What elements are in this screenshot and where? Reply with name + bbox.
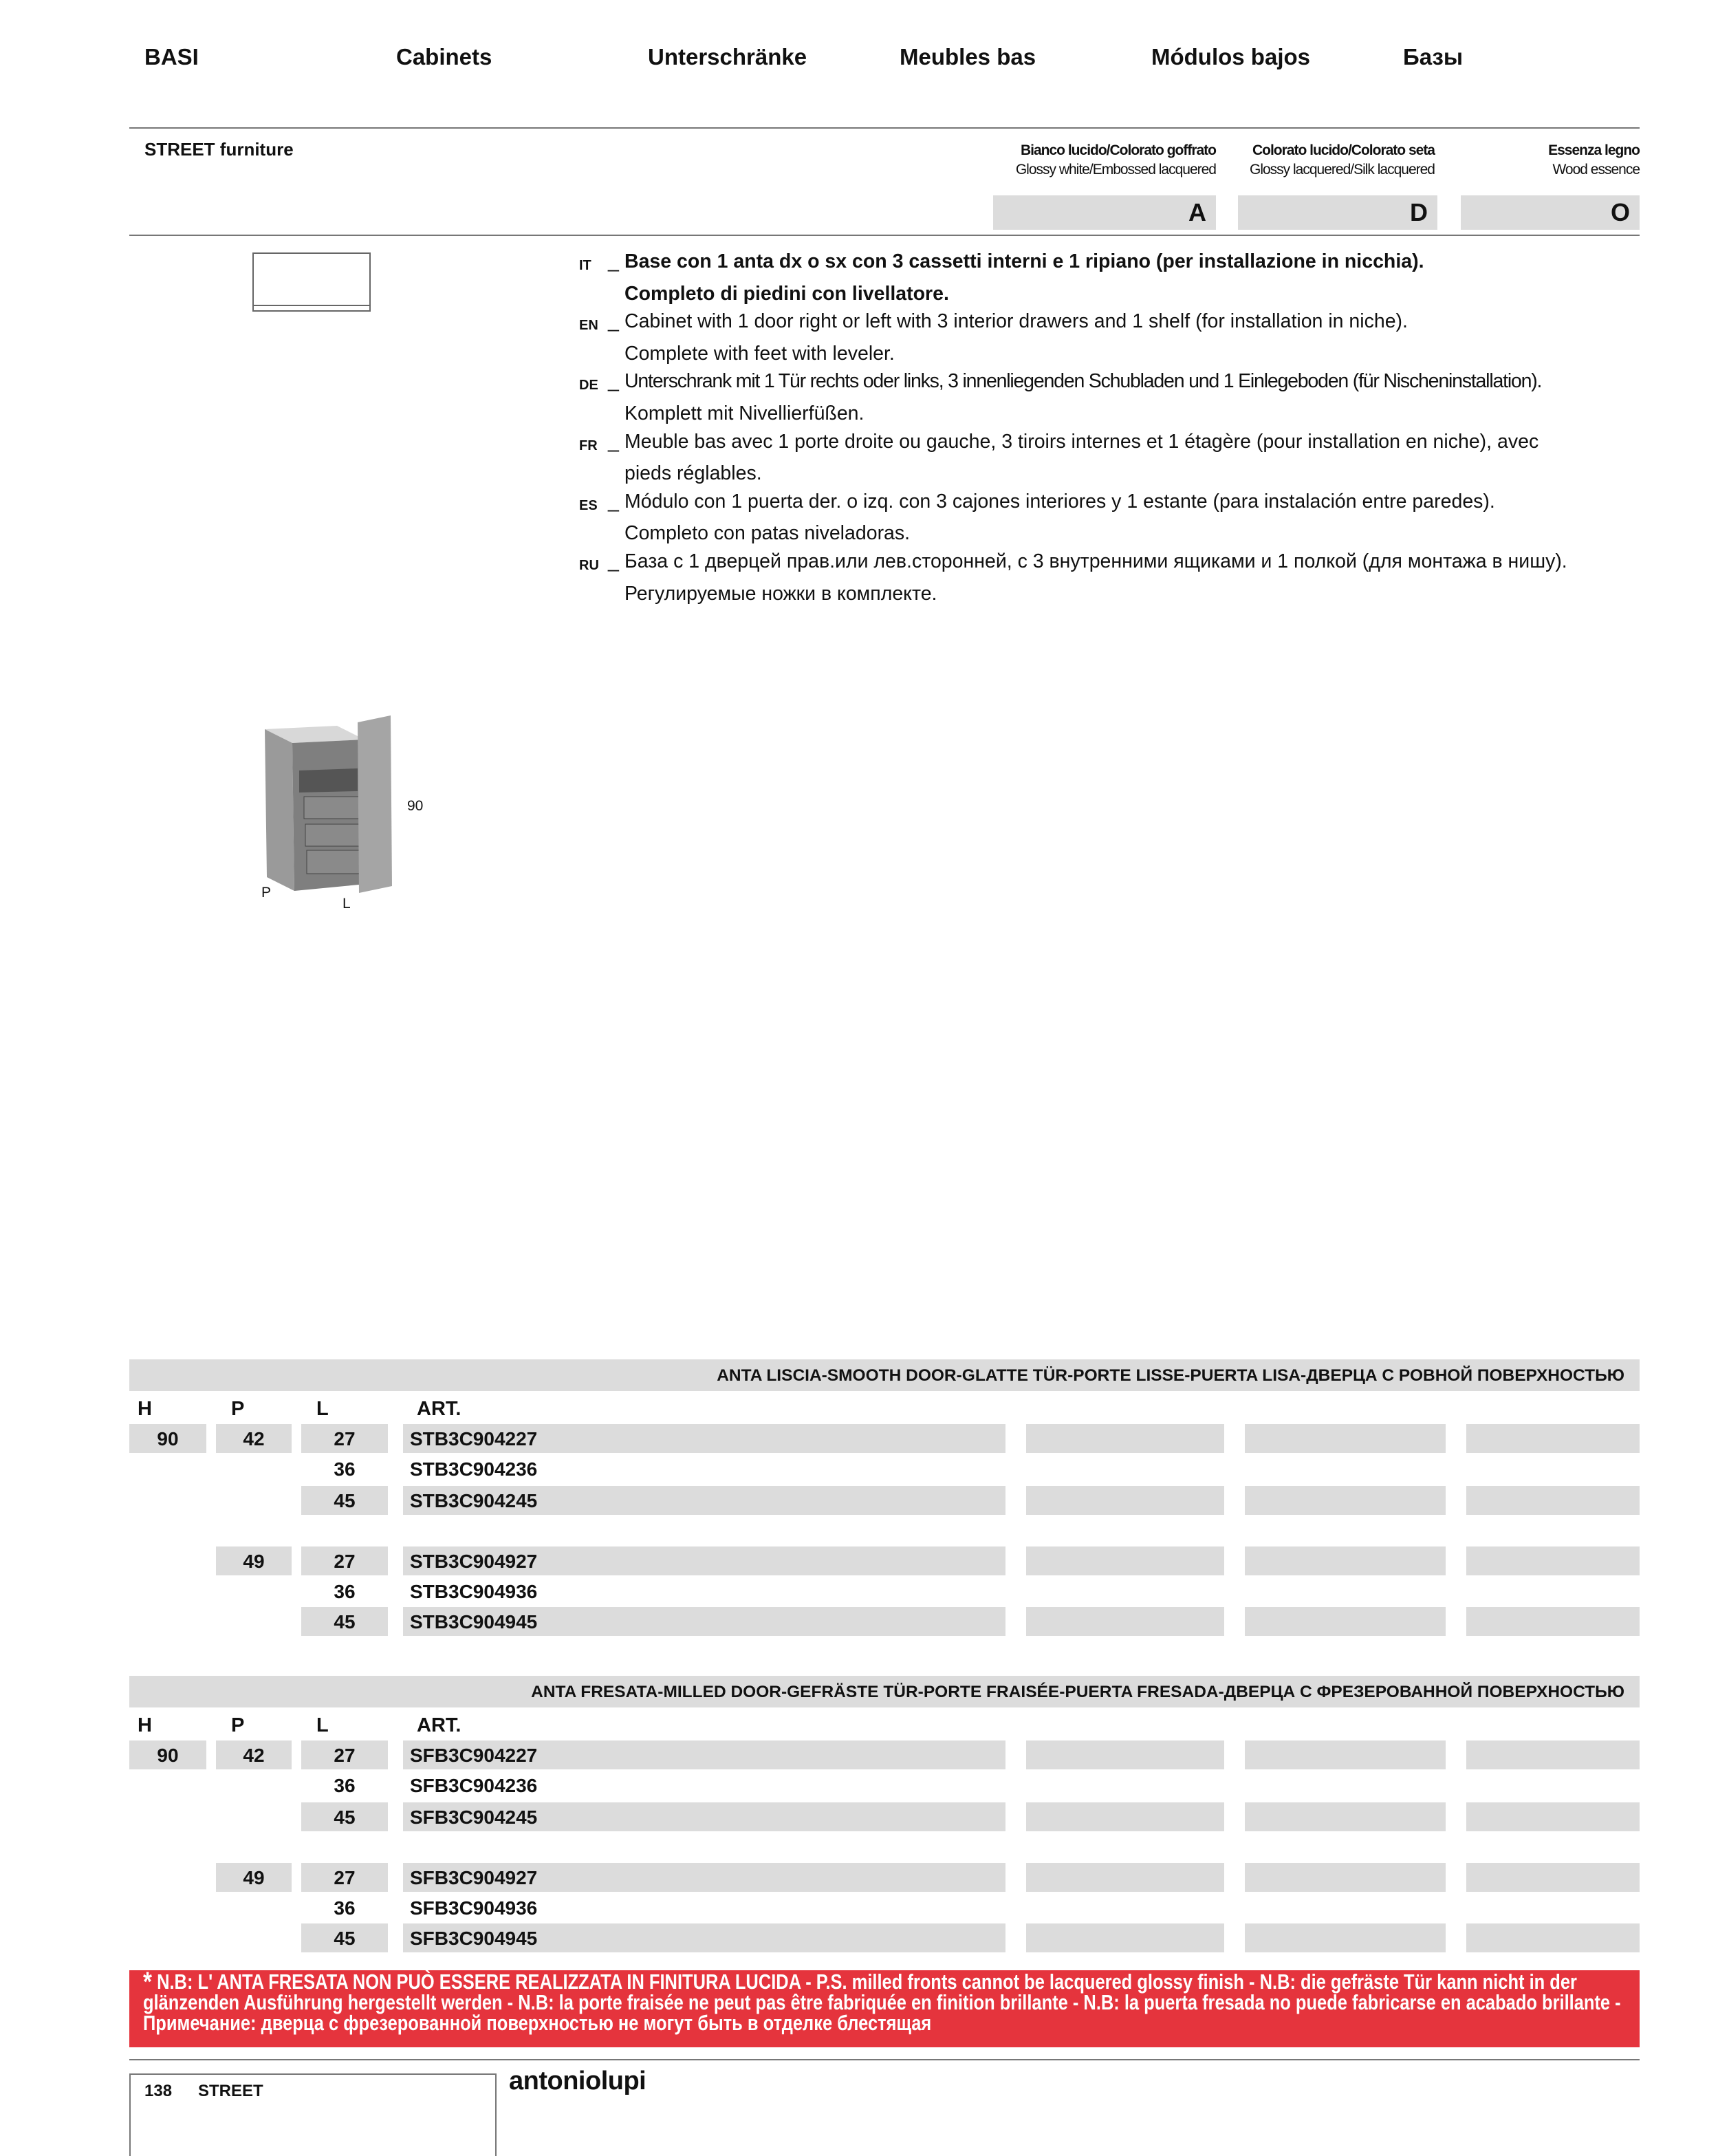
cell-h: 90: [129, 1740, 206, 1769]
finish-a-header: [1016, 141, 1216, 180]
cell-p: [216, 1923, 292, 1952]
language-code: ES: [579, 497, 598, 513]
finish-price-cell-A: [1026, 1740, 1224, 1769]
finish-price-cell-D: [1245, 1486, 1446, 1515]
finish-price-cell-O: [1466, 1546, 1640, 1575]
column-header-art: ART.: [417, 1398, 461, 1420]
note-text: N.B: L' ANTA FRESATA NON PUÒ ESSERE REALIZZATA IN FINITURA LUCIDA - P.S. milled fronts cannot be lacquered glossy finish - N.B: die gefräste Tür kann nicht in der glänzenden Ausführung hergestellt werden - N.B: la porte fraisée ne peut pas être fabriquée en finition brillante - N.B: la puerta fresada no puede fabricarse en acabado brillante - Примечание: дверца с фрезерованной поверхностью не могут быть в отделке блестящая: [143, 1970, 1621, 2035]
cell-p: 42: [216, 1424, 292, 1453]
description-line: [579, 519, 1684, 548]
cabinet-illustration: [254, 709, 413, 908]
finish-price-cell-A: [1026, 1863, 1224, 1892]
cell-art: SFB3C904245: [403, 1802, 1005, 1831]
finish-price-cell-D: [1245, 1740, 1446, 1769]
description-text: Completo di piedini con livellatore.: [624, 282, 949, 305]
description-line: [579, 428, 1684, 460]
column-header-l: L: [316, 1714, 329, 1736]
dash: [608, 340, 624, 368]
column-header-art: ART.: [417, 1714, 461, 1736]
language-code: IT: [579, 258, 591, 273]
finish-price-cell-O: [1466, 1923, 1640, 1952]
dash: _: [608, 250, 619, 272]
language-code: [579, 519, 608, 548]
description-text: pieds réglables.: [624, 462, 762, 485]
finish-code-d: D: [1238, 195, 1437, 230]
cell-l: 45: [301, 1607, 388, 1636]
depth-dimension: P: [261, 885, 272, 901]
category-en: Cabinets: [396, 44, 492, 69]
column-header-p: P: [231, 1714, 245, 1736]
description-text: Completo con patas niveladoras.: [624, 522, 911, 545]
cell-h: 90: [129, 1424, 206, 1453]
cell-art: SFB3C904227: [403, 1740, 1005, 1769]
description-text: Unterschrank mit 1 Tür rechts oder links, 3 innenliegenden Schubladen und 1 Einlegeboden (für Nischeninstallation).: [624, 370, 1542, 393]
cell-l: 36: [334, 1897, 356, 1919]
cell-art: SFB3C904945: [403, 1923, 1005, 1952]
table-title: ANTA LISCIA-SMOOTH DOOR-GLATTE TÜR-PORTE LISSE-PUERTA LISA-ДВЕРЦА С РОВНОЙ ПОВЕРХНОСТЬЮ: [129, 1359, 1640, 1391]
description-line: [579, 580, 1684, 608]
cell-p: [216, 1577, 292, 1606]
description-text: База с 1 дверцей прав.или лев.сторонней, с 3 внутренними ящиками и 1 полкой (для монтажа в нишу).: [624, 550, 1567, 572]
cell-art: STB3C904945: [403, 1607, 1005, 1636]
description-text: Cabinet with 1 door right or left with 3 interior drawers and 1 shelf (for installation in niche).: [624, 310, 1408, 333]
dash: [608, 519, 624, 548]
cell-art: STB3C904236: [410, 1458, 538, 1480]
description-line: [579, 248, 1684, 280]
finish-price-cell-O: [1466, 1424, 1640, 1453]
cell-l: 36: [334, 1581, 356, 1602]
finish-price-cell-A: [1026, 1546, 1224, 1575]
description-line: [579, 548, 1684, 580]
finish-price-cell-D: [1245, 1802, 1446, 1831]
dash: [608, 400, 624, 428]
finish-subtitle: Glossy white/Embossed lacquered: [1015, 162, 1216, 177]
column-header-l: L: [316, 1398, 329, 1420]
language-code: [579, 580, 608, 608]
cell-h: [129, 1863, 206, 1892]
cell-h: [129, 1546, 206, 1575]
description-line: [579, 340, 1684, 368]
cell-art: SFB3C904236: [410, 1775, 538, 1796]
cell-l: 27: [301, 1863, 388, 1892]
language-code: EN: [579, 318, 598, 334]
dash: _: [608, 490, 619, 513]
finish-price-cell-A: [1026, 1923, 1224, 1952]
cell-art: SFB3C904936: [410, 1897, 538, 1919]
finish-price-cell-A: [1026, 1424, 1224, 1453]
dash: _: [608, 430, 619, 453]
finish-subtitle: Glossy lacquered/Silk lacquered: [1250, 162, 1435, 177]
cell-l: 45: [301, 1923, 388, 1952]
cell-l: 27: [301, 1424, 388, 1453]
category-de: Unterschränke: [648, 44, 807, 69]
finish-price-cell-O: [1466, 1486, 1640, 1515]
finish-title: Bianco lucido/Colorato goffrato: [1021, 142, 1216, 158]
finish-price-cell-O: [1466, 1740, 1640, 1769]
finish-price-cell-D: [1245, 1607, 1446, 1636]
footer-box: [129, 2073, 497, 2156]
cell-art: STB3C904936: [410, 1581, 538, 1602]
cell-p: [216, 1802, 292, 1831]
description-text: Meuble bas avec 1 porte droite ou gauche, 3 tiroirs internes et 1 étagère (pour installation en niche), avec: [624, 430, 1539, 453]
height-dimension: 90: [407, 798, 424, 814]
asterisk: *: [143, 1970, 153, 1997]
cell-h: [129, 1893, 206, 1922]
column-header-p: P: [231, 1398, 245, 1420]
finish-subtitle: Wood essence: [1552, 162, 1640, 177]
finish-code-a: A: [993, 195, 1216, 230]
cell-p: 49: [216, 1546, 292, 1575]
description-text: Komplett mit Nivellierfüßen.: [624, 402, 865, 424]
cell-art: SFB3C904927: [403, 1863, 1005, 1892]
page-number: 138: [144, 2082, 173, 2100]
cell-p: [216, 1454, 292, 1483]
divider: [129, 2059, 1640, 2060]
finish-price-cell-D: [1245, 1424, 1446, 1453]
column-header-h: H: [138, 1714, 152, 1736]
category-it: BASI: [144, 44, 199, 69]
cell-h: [129, 1577, 206, 1606]
cell-l: 27: [301, 1740, 388, 1769]
description-line: [579, 280, 1684, 308]
cell-h: [129, 1607, 206, 1636]
dash: [608, 580, 624, 608]
finish-price-cell-O: [1466, 1802, 1640, 1831]
description-line: [579, 460, 1684, 488]
cell-p: [216, 1607, 292, 1636]
cell-l: 36: [334, 1775, 356, 1796]
finish-o-header: [1548, 141, 1640, 180]
language-code: FR: [579, 438, 598, 453]
dash: [608, 280, 624, 308]
finish-price-cell-A: [1026, 1607, 1224, 1636]
language-code: [579, 400, 608, 428]
cell-p: [216, 1771, 292, 1800]
width-dimension: L: [342, 896, 351, 912]
description-text: Base con 1 anta dx o sx con 3 cassetti interni e 1 ripiano (per installazione in nicchia).: [624, 250, 1424, 272]
category-ru: Базы: [1403, 44, 1464, 69]
cell-art: STB3C904227: [403, 1424, 1005, 1453]
description-text: Регулируемые ножки в комплекте.: [624, 582, 937, 605]
collection-title: STREET furniture: [144, 139, 294, 160]
cell-l: 45: [301, 1486, 388, 1515]
cell-l: 36: [334, 1458, 356, 1480]
cell-p: [216, 1486, 292, 1515]
cell-l: 27: [301, 1546, 388, 1575]
description-line: [579, 367, 1684, 400]
dash: _: [608, 370, 619, 393]
dash: [608, 460, 624, 488]
description-line: [579, 308, 1684, 340]
cell-h: [129, 1771, 206, 1800]
descriptions: [579, 248, 1684, 607]
finish-price-cell-A: [1026, 1802, 1224, 1831]
finish-title: Colorato lucido/Colorato seta: [1252, 142, 1435, 158]
description-text: Complete with feet with leveler.: [624, 342, 895, 365]
cell-p: 49: [216, 1863, 292, 1892]
column-header-h: H: [138, 1398, 152, 1420]
finish-price-cell-D: [1245, 1923, 1446, 1952]
cell-p: [216, 1893, 292, 1922]
category-es: Módulos bajos: [1151, 44, 1310, 69]
cell-h: [129, 1486, 206, 1515]
cell-p: 42: [216, 1740, 292, 1769]
description-line: [579, 400, 1684, 428]
finish-price-cell-D: [1245, 1546, 1446, 1575]
cabinet-plan-icon: [252, 252, 373, 315]
finish-price-cell-D: [1245, 1863, 1446, 1892]
cell-art: STB3C904245: [403, 1486, 1005, 1515]
cell-h: [129, 1923, 206, 1952]
section-name: STREET: [198, 2082, 263, 2100]
table-title: ANTA FRESATA-MILLED DOOR-GEFRÄSTE TÜR-PORTE FRAISÉE-PUERTA FRESADA-ДВЕРЦА С ФРЕЗЕРОВАННОЙ ПОВЕРХНОСТЬЮ: [129, 1676, 1640, 1707]
cell-art: STB3C904927: [403, 1546, 1005, 1575]
cell-l: 45: [301, 1802, 388, 1831]
description-text: Módulo con 1 puerta der. o izq. con 3 cajones interiores y 1 estante (para instalación entre paredes).: [624, 490, 1495, 513]
divider: [129, 235, 1640, 236]
dash: _: [608, 550, 619, 572]
finish-d-header: [1250, 141, 1435, 180]
warning-note: [129, 1970, 1640, 2047]
finish-price-cell-O: [1466, 1863, 1640, 1892]
language-code: [579, 340, 608, 368]
finish-title: Essenza legno: [1548, 142, 1640, 158]
category-fr: Meubles bas: [900, 44, 1036, 69]
language-code: [579, 460, 608, 488]
dash: _: [608, 310, 619, 333]
finish-price-cell-O: [1466, 1607, 1640, 1636]
finish-code-o: O: [1461, 195, 1640, 230]
language-code: [579, 280, 608, 308]
cell-h: [129, 1454, 206, 1483]
divider: [129, 127, 1640, 129]
cell-h: [129, 1802, 206, 1831]
brand-logo: antoniolupi: [509, 2067, 646, 2095]
language-code: DE: [579, 378, 598, 394]
description-line: [579, 488, 1684, 520]
finish-price-cell-A: [1026, 1486, 1224, 1515]
language-code: RU: [579, 557, 599, 573]
